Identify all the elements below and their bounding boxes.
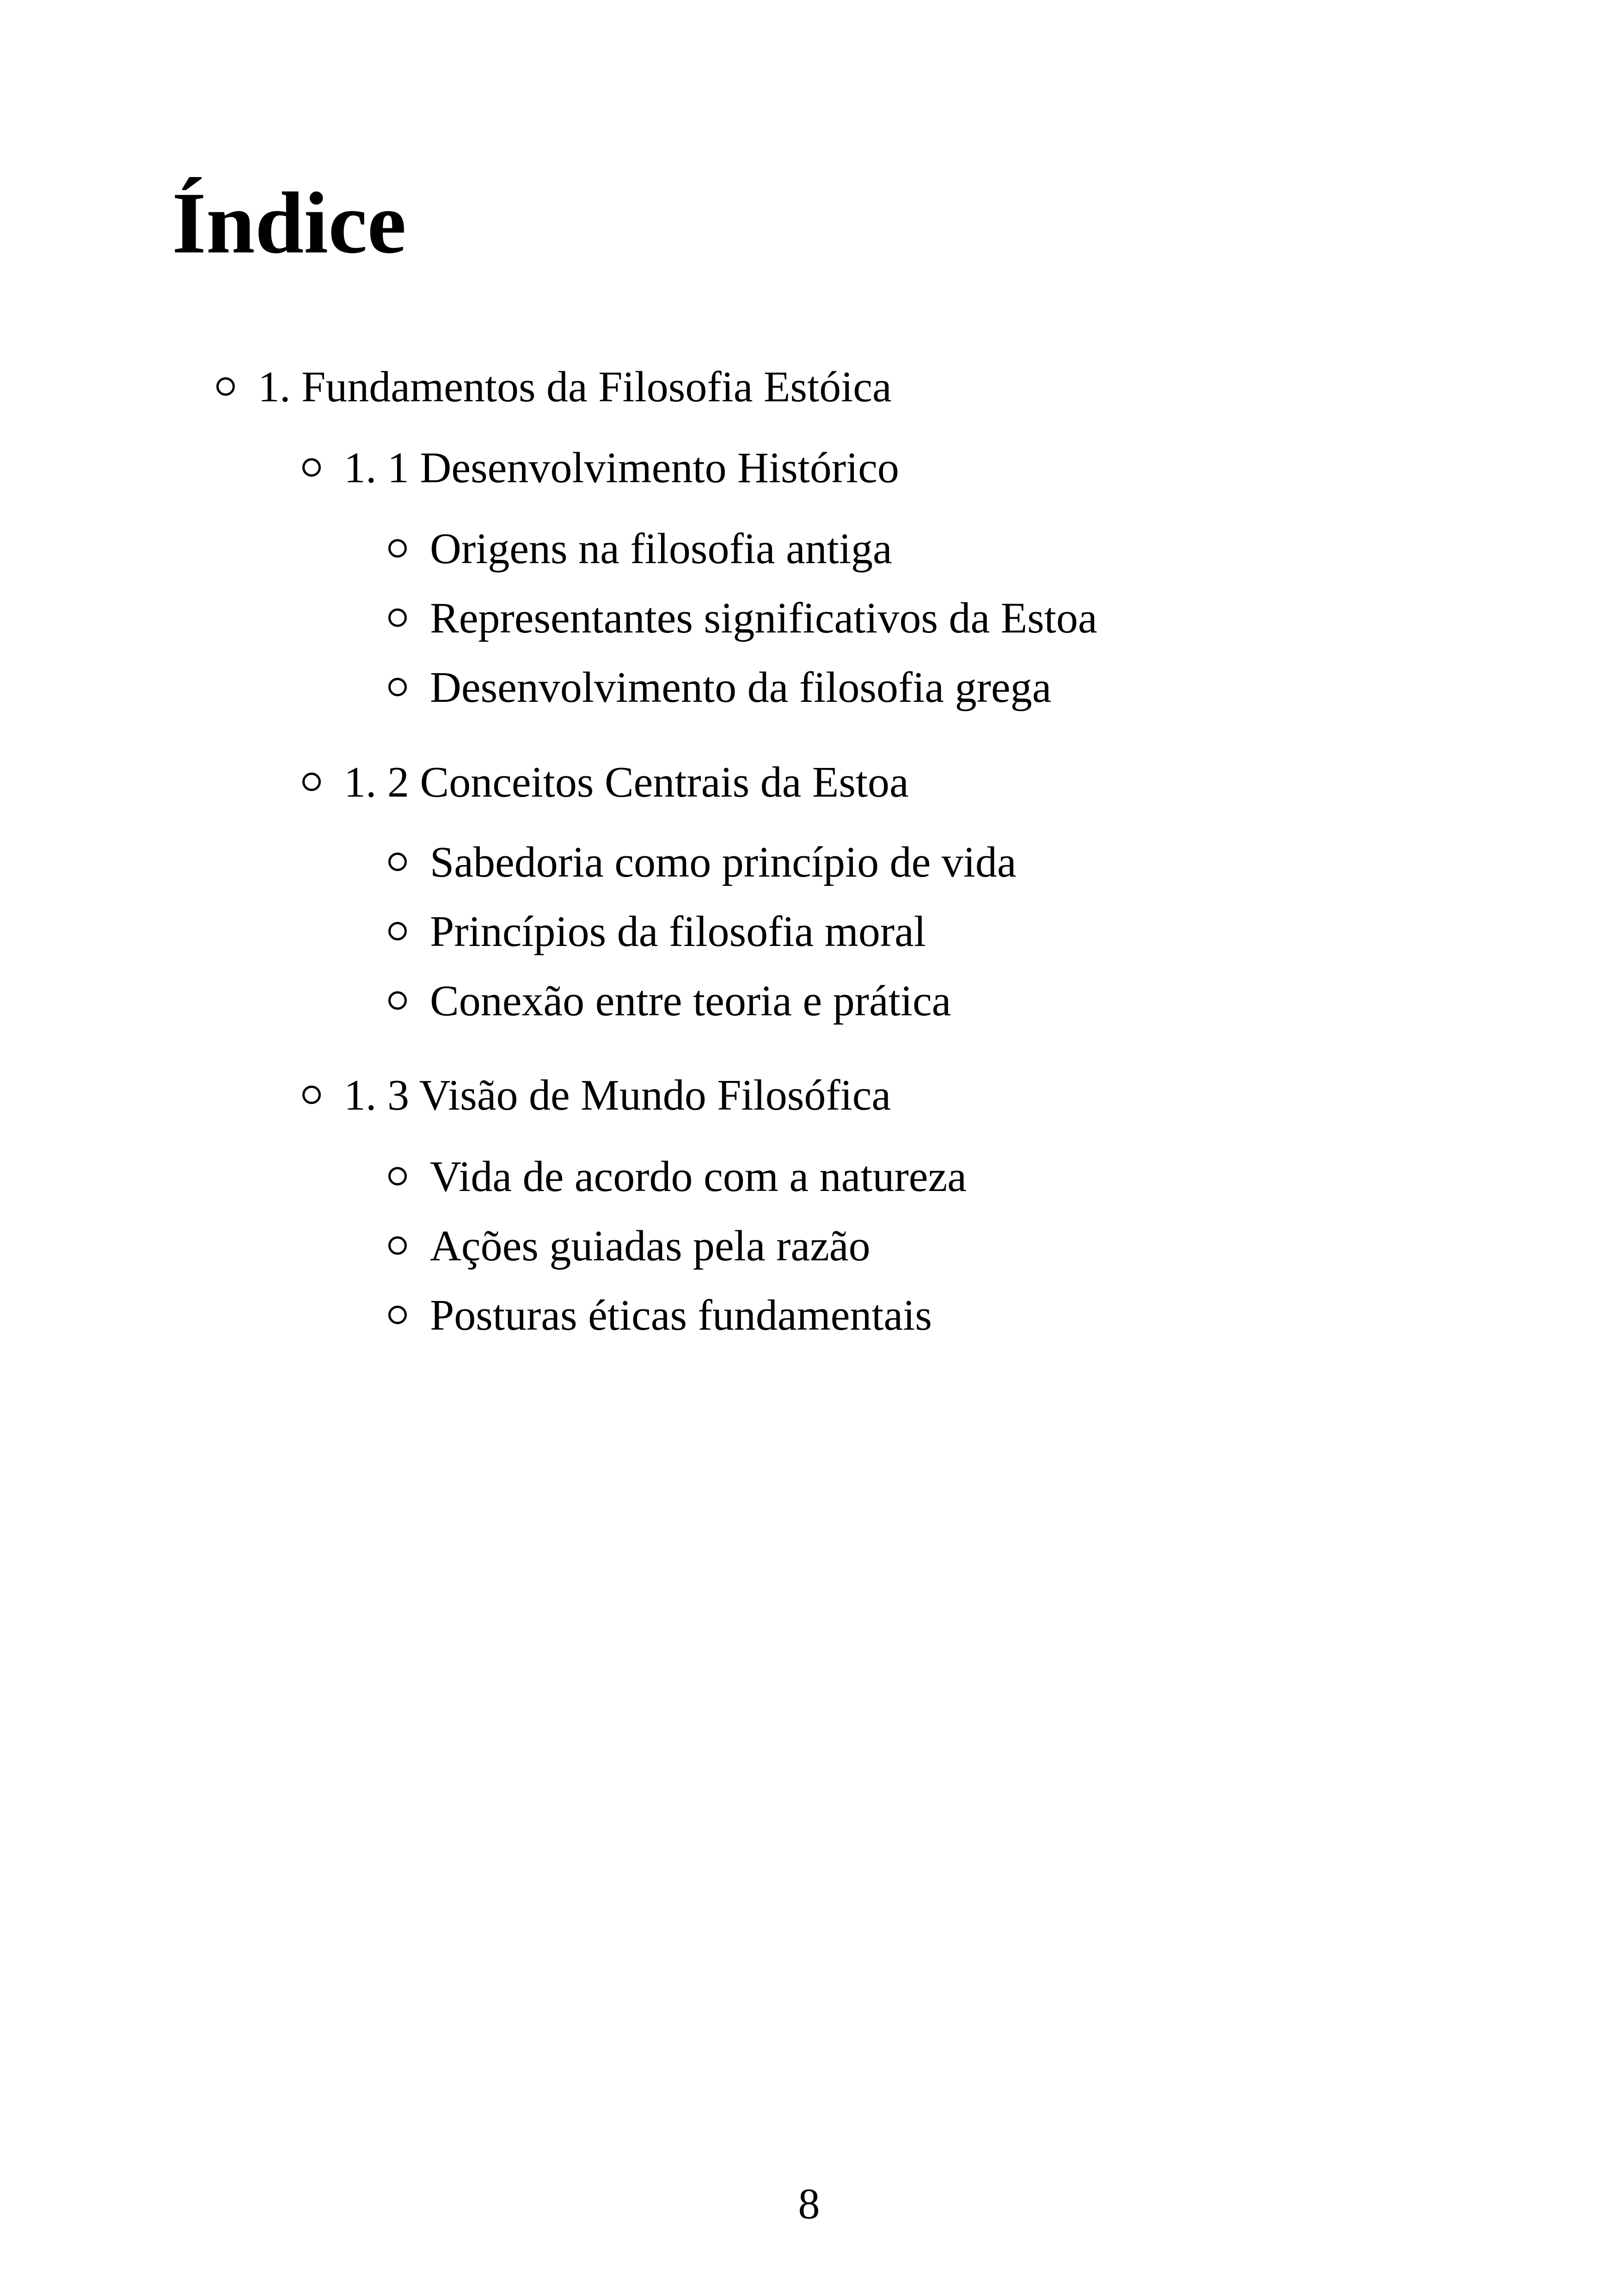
circle-bullet-icon [388, 1236, 407, 1255]
toc-item-label: Conexão entre teoria e prática [430, 977, 951, 1025]
toc-item[interactable] [388, 1291, 932, 1339]
toc-item-label: Princípios da filosofia moral [430, 908, 926, 956]
toc-item-label: Posturas éticas fundamentais [430, 1291, 932, 1339]
circle-bullet-icon [302, 773, 321, 791]
toc-entry-label: 1. Fundamentos da Filosofia Estóica [258, 363, 892, 411]
toc-item[interactable] [388, 527, 892, 571]
toc-entry-1-1[interactable] [302, 446, 899, 490]
toc-item[interactable] [388, 663, 1052, 712]
page-title: Índice [172, 175, 406, 272]
circle-bullet-icon [388, 608, 407, 627]
toc-item[interactable] [388, 1224, 870, 1268]
toc-item-label: Sabedoria como princípio de vida [430, 838, 1017, 886]
toc-item[interactable] [388, 979, 951, 1023]
toc-item-label: Origens na filosofia antiga [430, 525, 892, 573]
circle-bullet-icon [388, 539, 407, 558]
toc-entry-section-1[interactable] [216, 365, 892, 409]
toc-entry-label: 1. 1 Desenvolvimento Histórico [344, 444, 899, 492]
circle-bullet-icon [216, 377, 235, 396]
toc-item[interactable] [388, 1153, 967, 1201]
toc-item-label: Representantes significativos da Estoa [430, 594, 1097, 642]
circle-bullet-icon [388, 991, 407, 1010]
toc-entry-label: 1. 2 Conceitos Centrais da Estoa [344, 758, 909, 806]
circle-bullet-icon [388, 678, 407, 696]
toc-item[interactable] [388, 908, 926, 956]
circle-bullet-icon [388, 1306, 407, 1324]
toc-entry-label: 1. 3 Visão de Mundo Filosófica [344, 1071, 891, 1119]
page-number: 8 [798, 2180, 820, 2228]
toc-item-label: Ações guiadas pela razão [430, 1222, 870, 1270]
circle-bullet-icon [302, 458, 321, 477]
toc-item[interactable] [388, 596, 1097, 640]
toc-item-label: Desenvolvimento da filosofia grega [430, 663, 1052, 712]
toc-item[interactable] [388, 838, 1017, 886]
circle-bullet-icon [388, 1167, 407, 1185]
circle-bullet-icon [302, 1086, 321, 1104]
toc-item-label: Vida de acordo com a natureza [430, 1153, 967, 1201]
toc-entry-1-2[interactable] [302, 758, 909, 806]
circle-bullet-icon [388, 853, 407, 871]
circle-bullet-icon [388, 922, 407, 940]
toc-entry-1-3[interactable] [302, 1071, 891, 1119]
